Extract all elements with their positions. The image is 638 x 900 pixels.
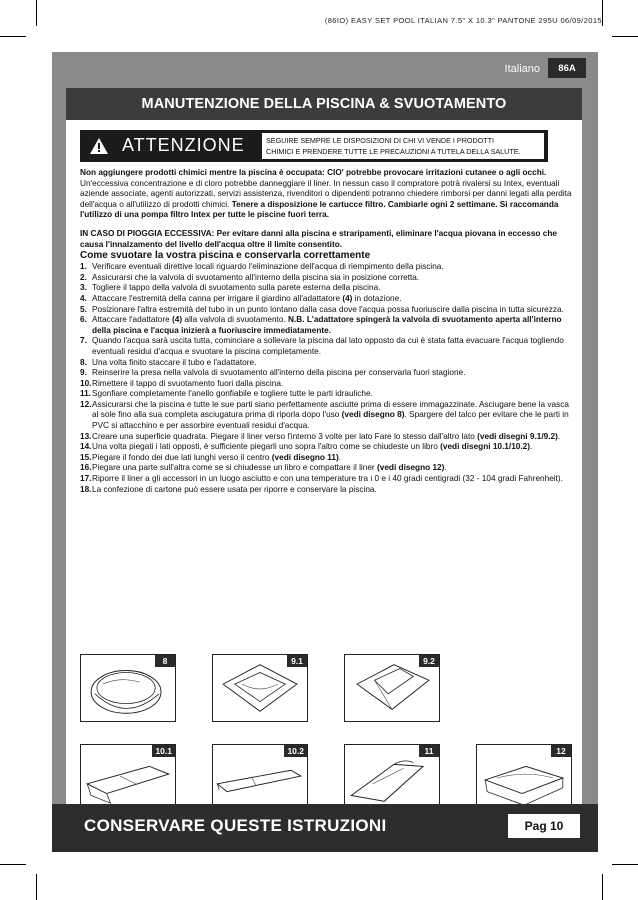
print-info: (86IO) EASY SET POOL ITALIAN 7.5" X 10.3" PANTONE 295U 06/09/2015: [324, 16, 602, 25]
step-item: [80, 389, 572, 400]
step-item: [80, 262, 572, 273]
rain-paragraph: IN CASO DI PIOGGIA ECCESSIVA: Per evitare danni alla piscina e straripamenti, eliminare l'acqua piovana in eccesso che causa l'innalzamento del livello dell'acqua oltre il limite consentito.: [80, 228, 557, 249]
step-text: (4): [342, 293, 353, 303]
crop-mark: [602, 874, 603, 900]
steps-list: [80, 262, 572, 495]
step-text: Sgonfiare completamente l'anello gonfiabile e togliere tutte le parti idrauliche.: [92, 389, 373, 399]
step-text: Una volta finito staccare il tubo e l'adattatore.: [92, 357, 257, 367]
step-number: 11.: [80, 389, 92, 399]
step-item: [80, 315, 572, 336]
step-item: [80, 358, 572, 369]
warning-text: [262, 133, 544, 159]
step-number: 7.: [80, 336, 87, 346]
crop-mark: [602, 0, 603, 26]
step-number: 16.: [80, 463, 92, 473]
crop-mark: [36, 0, 37, 26]
figure-label: 11: [419, 745, 439, 757]
step-item: [80, 474, 572, 485]
step-item: [80, 442, 572, 453]
step-item: [80, 379, 572, 390]
step-item: [80, 463, 572, 474]
figure-label: 9.1: [287, 655, 307, 667]
figure-12: [476, 744, 572, 812]
step-text: (vedi disegno 12): [376, 463, 445, 473]
footer-bar: [52, 804, 598, 852]
warning-line-2: CHIMICI E PRENDERE TUTTE LE PRECAUZIONI A TUTELA DELLA SALUTE.: [266, 147, 521, 156]
step-text: (vedi disegno 11): [271, 452, 339, 462]
step-text: (vedi disegno 8): [341, 410, 405, 420]
content-area: [66, 88, 582, 810]
step-item: [80, 283, 572, 294]
step-number: 4.: [80, 293, 87, 303]
crop-mark: [36, 874, 37, 900]
step-number: 3.: [80, 283, 87, 293]
step-item: [80, 273, 572, 284]
step-number: 17.: [80, 474, 92, 484]
step-text: (4): [172, 315, 183, 325]
page-title: MANUTENZIONE DELLA PISCINA & SVUOTAMENTO: [66, 88, 582, 120]
figure-9-1: [212, 654, 308, 722]
warning-word: ATTENZIONE: [122, 135, 245, 155]
step-text: Assicurarsi che la piscina e tutte le sue parti siano perfettamente asciutte prima di essere immagazzinate. Asciugare bene la vasca al sole fino alla sua completa asciugatura prima di riporla dopo l'uso: [92, 399, 569, 420]
step-text: .: [530, 442, 533, 452]
step-text: Piegare una parte sull'altra come se si chiudesse un libro e compattare il liner: [92, 463, 377, 473]
step-number: 14.: [80, 442, 92, 452]
instructions-body: [80, 168, 572, 495]
figure-11: [344, 744, 440, 812]
figure-label: 12: [551, 745, 571, 757]
chemicals-paragraph: [80, 168, 572, 221]
warning-triangle-icon: [90, 138, 108, 154]
figure-10-2: [212, 744, 308, 812]
step-text: Togliere il tappo della valvola di svuotamento sulla parete esterna della piscina.: [92, 283, 381, 293]
step-text: .: [338, 452, 342, 462]
step-item: [80, 485, 572, 496]
step-number: 6.: [80, 315, 87, 325]
step-number: 13.: [80, 431, 92, 441]
step-text: Creare una superficie quadrata. Piegare il liner verso l'interno 3 volte per lato Fare lo stesso dall'altro lato: [92, 431, 478, 441]
step-text: Riporre il liner a gli accessori in un luogo asciutto e con una temperature tra i 0 e i 40 gradi centigradi (32 - 104 gradi Fahrenheit).: [92, 474, 563, 484]
step-number: 12.: [80, 399, 92, 409]
step-text: Assicurarsi che la valvola di svuotamento all'interno della piscina sia in posizione corretta.: [92, 272, 420, 282]
step-text: Piegare il fondo dei due lati lunghi verso il centro: [92, 452, 272, 462]
step-text: .: [444, 463, 447, 473]
step-number: 5.: [80, 304, 87, 314]
steps-heading: Come svuotare la vostra piscina e conservarla correttamente: [80, 250, 371, 262]
step-item: [80, 305, 572, 316]
figure-label: 10.1: [152, 745, 175, 757]
step-item: [80, 336, 572, 357]
crop-mark: [0, 864, 26, 865]
step-text: alla valvola di svuotamento.: [182, 315, 289, 325]
chemicals-bold-2: Tenere a disposizione le cartucce filtro. Cambiarle ogni 2 settimane. Si raccomanda l'utilizzo di una pompa filtro Intex per tutte le piscine fuori terra.: [80, 199, 559, 220]
step-text: Reinserire la presa nella valvola di svuotamento all'interno della piscina per conservarla fuori stagione.: [92, 368, 466, 378]
figure-8: [80, 654, 176, 722]
crop-mark: [612, 864, 638, 865]
language-code-badge: 86A: [548, 58, 586, 78]
crop-mark: [0, 36, 26, 37]
step-number: 1.: [80, 262, 87, 272]
step-text: (vedi disegni 10.1/10.2): [440, 442, 530, 452]
step-number: 10.: [80, 378, 92, 388]
step-item: [80, 432, 572, 443]
figure-9-2: [344, 654, 440, 722]
step-item: [80, 368, 572, 379]
chemicals-bold-1: Non aggiungere prodotti chimici mentre la piscina è occupata: CIO' potrebbe provocare irritazioni cutanee o agli occhi.: [80, 168, 547, 177]
step-item: [80, 453, 572, 464]
step-text: .: [557, 431, 561, 441]
step-number: 18.: [80, 484, 92, 494]
step-text: Attaccare l'adattatore: [92, 315, 172, 325]
step-text: La confezione di cartone può essere usata per riporre e conservare la piscina.: [92, 484, 377, 494]
figure-label: 8: [155, 655, 175, 667]
crop-mark: [612, 36, 638, 37]
step-item: [80, 294, 572, 305]
step-text: N.B. L'adattatore spingerà la valvola di svuotamento aperta all'interno della piscina e l'acqua inizierà a fuoriuscire immediatamente.: [92, 315, 562, 335]
step-text: Quando l'acqua sarà uscita tutta, cominciare a sollevare la piscina dal lato opposto da cui è stata fatta evacuare l'acqua togliendo eventuali residui d'acqua e svuotare la piscina completamente.: [92, 336, 564, 356]
figure-10-1: [80, 744, 176, 812]
footer-title: CONSERVARE QUESTE ISTRUZIONI: [84, 816, 387, 835]
page-number: Pag 10: [508, 814, 580, 838]
figure-label: 9.2: [419, 655, 439, 667]
step-text: . Spargere del talco per evitare che le parti in PVC si attacchino e per assorbire eventuali residui d'acqua.: [92, 410, 569, 431]
page-panel: [52, 52, 598, 852]
language-label: Italiano: [504, 63, 540, 75]
step-text: Una volta piegati i lati opposti, è sufficiente piegarli uno sopra l'altro come se chiudeste un libro: [92, 442, 441, 452]
step-text: Posizionare l'altra estremità del tubo in un punto lontano dalla casa dove l'acqua possa fuoriuscire dalla piscina in tutta sicurezza.: [92, 304, 564, 314]
warning-line-1: SEGUIRE SEMPRE LE DISPOSIZIONI DI CHI VI VENDE I PRODOTTI: [266, 136, 495, 145]
step-number: 9.: [80, 368, 87, 378]
step-text: in dotazione.: [352, 293, 402, 303]
step-text: (vedi disegni 9.1/9.2): [477, 431, 558, 441]
step-text: Attaccare l'estremità della canna per irrigare il giardino all'adattatore: [92, 293, 343, 303]
step-item: [80, 400, 572, 432]
warning-banner: [80, 130, 548, 162]
step-number: 15.: [80, 452, 92, 462]
step-number: 8.: [80, 357, 87, 367]
chemicals-text-1: Un'eccessiva concentrazione e di cloro potrebbe danneggiare il liner. In nessun caso il compratore potrà rivalersi su Intex, eventuali aziende associate, agenti autorizzati, servizi assistenza, rivenditori o dipendenti potranno chiedere rimborsi per danni legati alla perdita dell'acqua o all'utilizzo di prodotti chimici.: [80, 178, 572, 209]
step-number: 2.: [80, 272, 87, 282]
step-text: Rimettere il tappo di svuotamento fuori dalla piscina.: [92, 378, 284, 388]
figure-label: 10.2: [284, 745, 307, 757]
step-text: Verificare eventuali direttive locali riguardo l'eliminazione dell'acqua di riempimento della piscina.: [92, 262, 444, 272]
